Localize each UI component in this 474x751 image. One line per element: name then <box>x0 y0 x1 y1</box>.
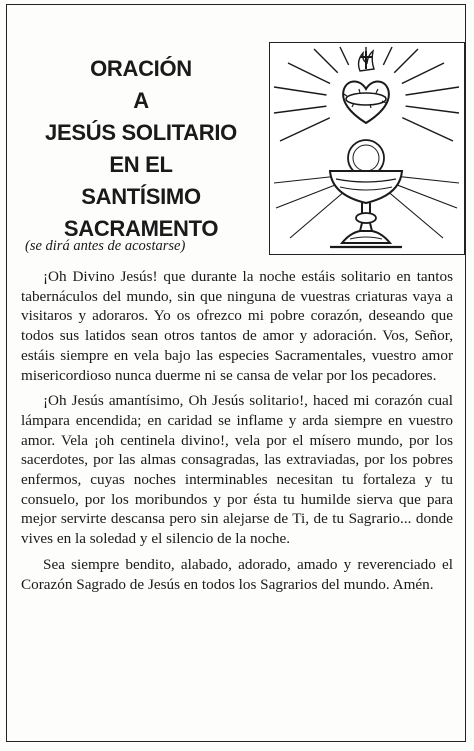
prayer-card <box>6 4 466 742</box>
prayer-paragraph: ¡Oh Divino Jesús! que durante la noche estáis solitario en tantos tabernáculos del mundo, sin que ninguna de vuestras criaturas vaya a visitaros y adoraros. Yo os ofrezco mi pobre corazón, deseando que todos sus latidos sean otros tantos de amor y adoración. Vos, Señor, estáis siempre en vela bajo las especies Sacramentales, vuestro amor misericordioso nunca duerme ni se cansa de velar por los pecadores. <box>21 268 453 384</box>
illustration-frame <box>269 42 465 255</box>
prayer-subtitle: (se dirá antes de acostarse) <box>25 238 186 254</box>
title-line: A <box>133 88 149 113</box>
title-line: SANTÍSIMO <box>81 184 201 209</box>
title-line: ORACIÓN <box>90 56 192 81</box>
title-line: EN EL <box>109 152 173 177</box>
title-line: SACRAMENTO <box>63 216 219 241</box>
prayer-paragraph: Sea siempre bendito, alabado, adorado, amado y reverenciado el Corazón Sagrado de Jesús en todos los Sagrarios del mundo. Amén. <box>21 555 453 593</box>
title-line: JESÚS SOLITARIO <box>45 120 237 145</box>
chalice-sacred-heart-icon <box>270 43 463 253</box>
prayer-title <box>21 53 261 245</box>
prayer-body <box>21 267 453 600</box>
prayer-paragraph: ¡Oh Jesús amantísimo, Oh Jesús solitario!, haced mi corazón cual lámpara encendida; en caridad se inflame y arda siempre en vuestro amor. Vela ¡oh centinela divino!, vela por el mísero mundo, por los sacerdotes, por las almas consagradas, las extraviadas, por los pobres enfermos, cuyas noches interminables necesitan tu fortaleza y tu consuelo, por los moribundos y por ésta tu humilde sierva que para mejor servirte descansa pero sin alejarse de Ti, de tu Sagrario... donde vives en la soledad y el silencio de la noche. <box>21 392 453 548</box>
